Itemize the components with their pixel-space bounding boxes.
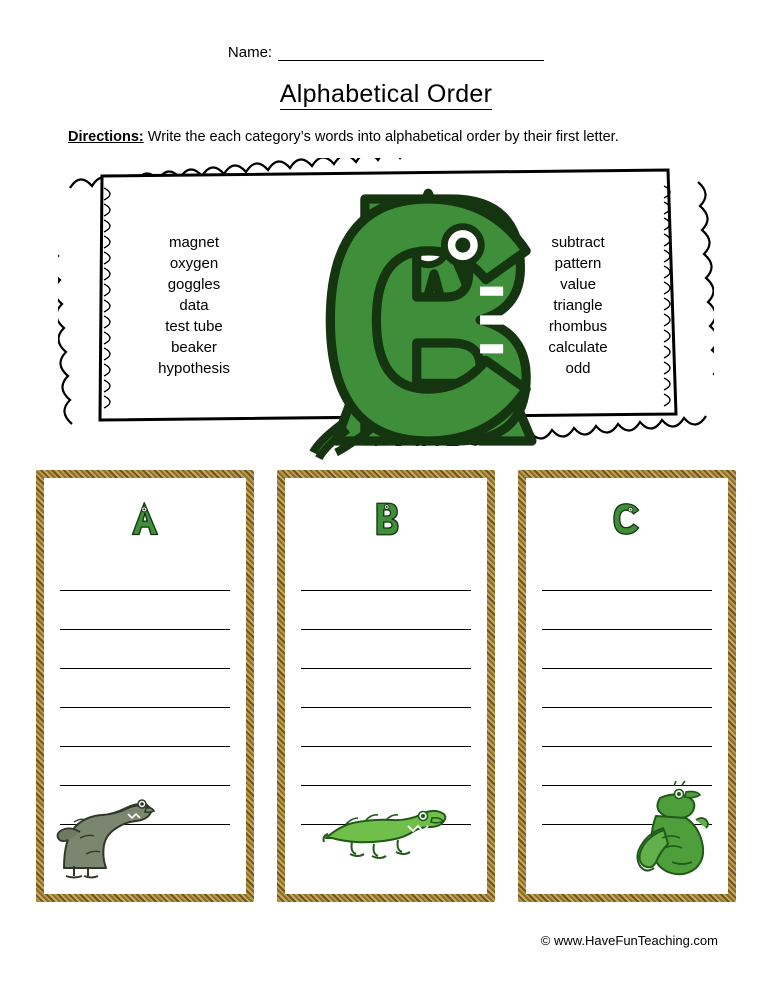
word-bank-word: triangle [553,297,603,314]
name-field-row [0,44,772,61]
answer-line[interactable] [301,630,471,669]
answer-line[interactable] [60,747,230,786]
answer-line[interactable] [301,669,471,708]
answer-line[interactable] [301,786,471,825]
answer-line[interactable] [60,669,230,708]
page-title [0,80,772,109]
alligator-letter-b-glyph [371,500,401,538]
directions [68,128,728,147]
answer-line[interactable] [542,786,712,825]
word-bank-column-c [490,176,666,428]
alligator-letter-a-icon [44,496,246,542]
alligator-letter-c-icon [526,496,728,542]
word-bank-word: oxygen [169,255,219,272]
page-title-text: Alphabetical Order [279,80,493,108]
word-bank-word: calculate [548,339,608,356]
answer-line[interactable] [60,786,230,825]
answer-line[interactable] [542,669,712,708]
answer-line[interactable] [60,708,230,747]
name-label: Name: [227,44,273,61]
word-bank-word: odd [565,360,591,377]
alligator-letter-c-glyph [611,500,643,538]
answer-line[interactable] [542,747,712,786]
answer-lines-a [44,542,246,825]
word-bank-word: pattern [554,255,602,272]
answer-line[interactable] [301,552,471,591]
word-bank-word: hypothesis [158,360,230,377]
answer-lines-b [285,542,487,825]
alligator-letter-b-icon [285,496,487,542]
word-bank-word: rhombus [548,318,608,335]
answer-box-a [36,470,254,902]
answer-box-c [518,470,736,902]
answer-line[interactable] [301,591,471,630]
answer-lines-c [526,542,728,825]
alligator-letter-c-glyph [106,176,762,464]
word-bank-word: test tube [165,318,223,335]
word-bank [58,158,714,446]
answer-line[interactable] [60,591,230,630]
directions-text: Write the each category’s words into alphabetical order by their first letter. [143,129,619,145]
answer-line[interactable] [542,552,712,591]
footer-copyright: © www.HaveFunTeaching.com [540,933,718,948]
answer-line[interactable] [301,708,471,747]
answer-boxes [36,470,736,902]
answer-line[interactable] [301,747,471,786]
word-bank-word: beaker [171,339,217,356]
word-bank-word: value [560,276,596,293]
word-bank-word: magnet [168,234,220,251]
answer-box-b [277,470,495,902]
alligator-letter-c-icon [490,176,666,232]
directions-label: Directions: [68,129,144,145]
word-bank-word: subtract [551,234,605,251]
answer-line[interactable] [542,630,712,669]
answer-line[interactable] [60,630,230,669]
word-bank-word: goggles [167,276,221,293]
answer-line[interactable] [542,591,712,630]
answer-line[interactable] [60,552,230,591]
answer-line[interactable] [542,708,712,747]
alligator-letter-a-glyph [128,500,162,538]
name-input-blank[interactable] [278,45,544,61]
word-bank-word: data [179,297,209,314]
